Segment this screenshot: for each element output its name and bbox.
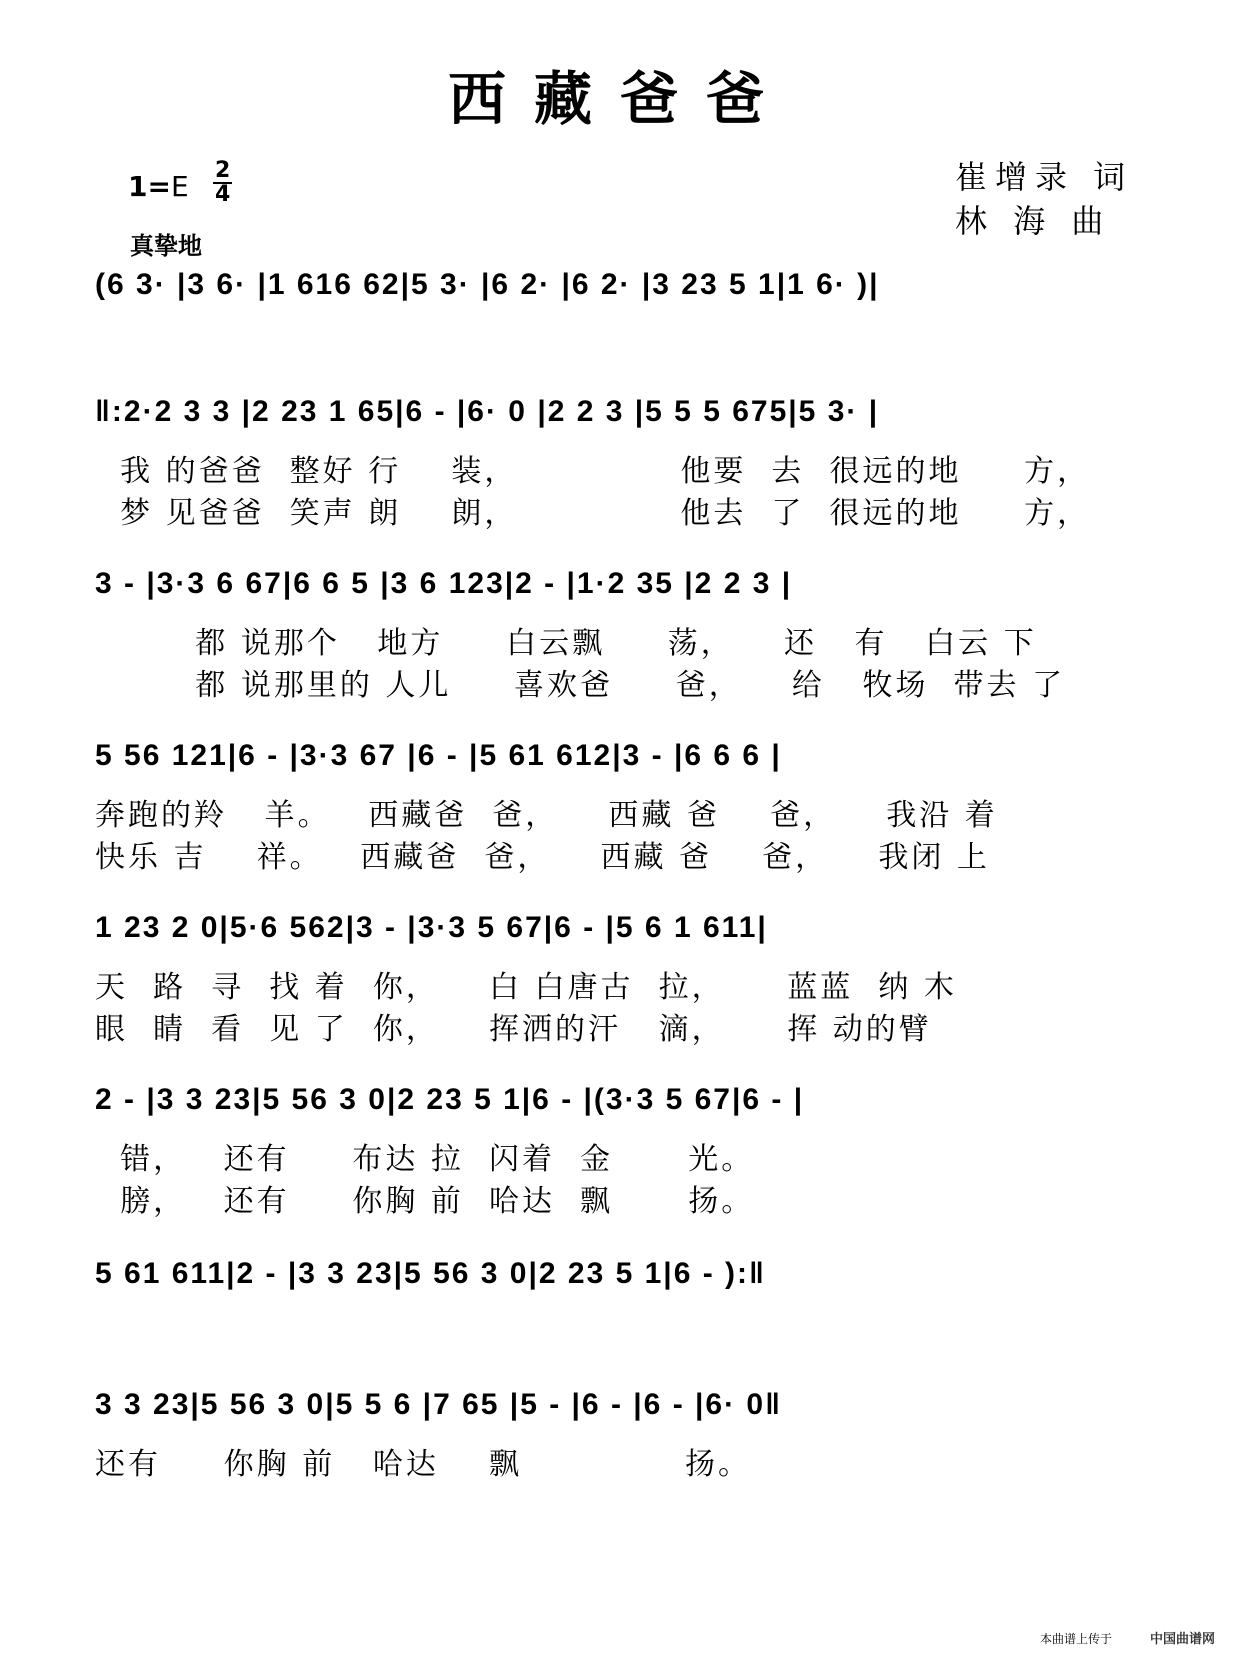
notation-line-6: 2 - |3 3 23|5 56 3 0|2 23 5 1|6 - |(3·3 5 67|6 - |: [95, 1083, 805, 1116]
lyric-line-5-verse-1: 天 路 寻 找 着 你， 白 白唐古 拉， 蓝蓝 纳 木: [95, 970, 957, 1005]
lyric-line-6-verse-2: 膀， 还有 你胸 前 哈达 飘 扬。: [95, 1184, 755, 1219]
time-signature: 2 4: [215, 158, 231, 207]
notation-line-3: 3 - |3·3 6 67|6 6 5 |3 6 123|2 - |1·2 35 |2 2 3 |: [95, 567, 793, 600]
lyric-line-3-verse-1: 都 说那个 地方 白云飘 荡， 还 有 白云 下: [95, 626, 1037, 661]
lyric-line-8-verse-1: 还有 你胸 前 哈达 飘 扬。: [95, 1447, 751, 1482]
site-logo: 中国曲谱网: [1150, 1632, 1216, 1647]
lyric-line-6-verse-1: 错， 还有 布达 拉 闪着 金 光。: [95, 1142, 755, 1177]
lyricist-credit: 崔增录 词: [955, 158, 1134, 196]
tempo-marking: 真挚地: [130, 232, 202, 260]
notation-line-7: 5 61 611|2 - |3 3 23|5 56 3 0|2 23 5 1|6 - ):‖: [95, 1257, 766, 1290]
lyric-line-2-verse-1: 我 的爸爸 整好 行 装， 他要 去 很远的地 方，: [95, 454, 1091, 489]
notation-line-4: 5 56 121|6 - |3·3 67 |6 - |5 61 612|3 - |6 6 6 |: [95, 739, 782, 772]
notation-line-8: 3 3 23|5 56 3 0|5 5 6 |7 65 |5 - |6 - |6 - |6· 0‖: [95, 1388, 783, 1421]
page-title: 西藏爸爸: [447, 65, 792, 133]
lyric-line-3-verse-2: 都 说那里的 人儿 喜欢爸 爸， 给 牧场 带去 了: [95, 668, 1066, 703]
lyric-line-5-verse-2: 眼 睛 看 见 了 你， 挥洒的汗 滴， 挥 动的臂: [95, 1012, 932, 1047]
composer-credit: 林 海 曲: [955, 202, 1112, 240]
notation-line-1: (6 3· |3 6· |1 616 62|5 3· |6 2· |6 2· |3 23 5 1|1 6· )|: [95, 268, 880, 301]
lyric-line-4-verse-1: 奔跑的羚 羊。 西藏爸 爸， 西藏 爸 爸， 我沿 着: [95, 798, 998, 833]
notation-line-2: ‖:2·2 3 3 |2 23 1 65|6 - |6· 0 |2 2 3 |5 5 5 675|5 3· |: [95, 395, 880, 428]
notation-line-5: 1 23 2 0|5·6 562|3 - |3·3 5 67|6 - |5 6 1 611|: [95, 911, 768, 944]
lyric-line-4-verse-2: 快乐 吉 祥。 西藏爸 爸， 西藏 爸 爸， 我闭 上: [95, 840, 990, 875]
key-signature: 1=E: [128, 170, 189, 203]
lyric-line-2-verse-2: 梦 见爸爸 笑声 朗 朗， 他去 了 很远的地 方，: [95, 496, 1091, 531]
footer-upload-note: 本曲谱上传于: [1040, 1632, 1113, 1646]
